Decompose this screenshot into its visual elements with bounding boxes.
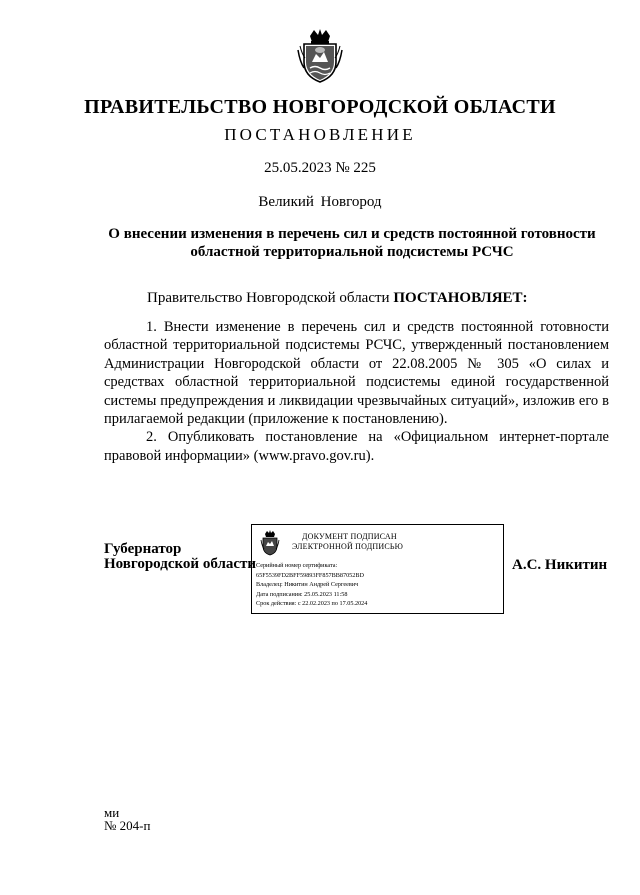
subject-line-2: областной территориальной подсистемы РСЧС <box>190 244 514 260</box>
footer-line-2: № 204-п <box>104 818 151 833</box>
stamp-validity: Срок действия: с 22.02.2023 по 17.05.2024 <box>256 600 368 607</box>
paragraph-2: 2. Опубликовать постановление на «Официальном интернет-портале правовой информации» (www.pravo.gov.ru). <box>104 429 609 464</box>
stamp-serial: 65F5539FD2BFF59893FF857BB87052BD <box>256 571 364 579</box>
stamp-line-2: ЭЛЕКТРОННОЙ ПОДПИСЬЮ <box>292 542 404 551</box>
preamble <box>147 290 528 307</box>
footer-note <box>104 806 150 832</box>
preamble-text: Правительство Новгородской области <box>147 290 394 306</box>
date-number: 25.05.2023 № 225 <box>264 160 376 176</box>
paragraph-1: 1. Внести изменение в перечень сил и средств постоянной готовности областной территориальной подсистемы РСЧС, утвержденный постановлением Администрации Новгородской области от 22.08.2005 № 305 «О силах и средствах областной территориальной подсистемы единой государственной системы предупреждения и ликвидации чрезвычайных ситуаций», изложив его в прилагаемой редакции (приложение к постановлению). <box>104 319 609 428</box>
signatory-title <box>104 542 256 572</box>
stamp-owner: Владелец: Никитин Андрей Сергеевич <box>256 581 359 588</box>
stamp-heading <box>292 532 502 552</box>
stamp-emblem-icon <box>260 530 280 556</box>
stamp-sign-date: Дата подписания: 25.05.2023 11:58 <box>256 590 348 598</box>
stamp-details <box>256 561 367 609</box>
document-type: ПОСТАНОВЛЕНИЕ <box>224 125 416 144</box>
document-subject <box>96 225 608 261</box>
signer-name: А.С. Никитин <box>512 557 608 573</box>
document-body <box>104 318 609 465</box>
signatory-title-line-1: Губернатор <box>104 541 182 557</box>
signatory-title-line-2: Новгородской области <box>104 556 257 572</box>
coat-of-arms-icon <box>296 28 344 84</box>
government-title: ПРАВИТЕЛЬСТВО НОВГОРОДСКОЙ ОБЛАСТИ <box>84 96 556 118</box>
subject-line-1: О внесении изменения в перечень сил и средств постоянной готовности <box>108 226 596 242</box>
stamp-serial-label: Серийный номер сертификата: <box>256 562 338 569</box>
preamble-verb: ПОСТАНОВЛЯЕТ: <box>393 290 528 306</box>
footer-line-1: ми <box>104 805 120 820</box>
electronic-signature-stamp <box>251 524 504 614</box>
stamp-line-1: ДОКУМЕНТ ПОДПИСАН <box>302 532 397 541</box>
city: Великий Новгород <box>258 194 382 210</box>
